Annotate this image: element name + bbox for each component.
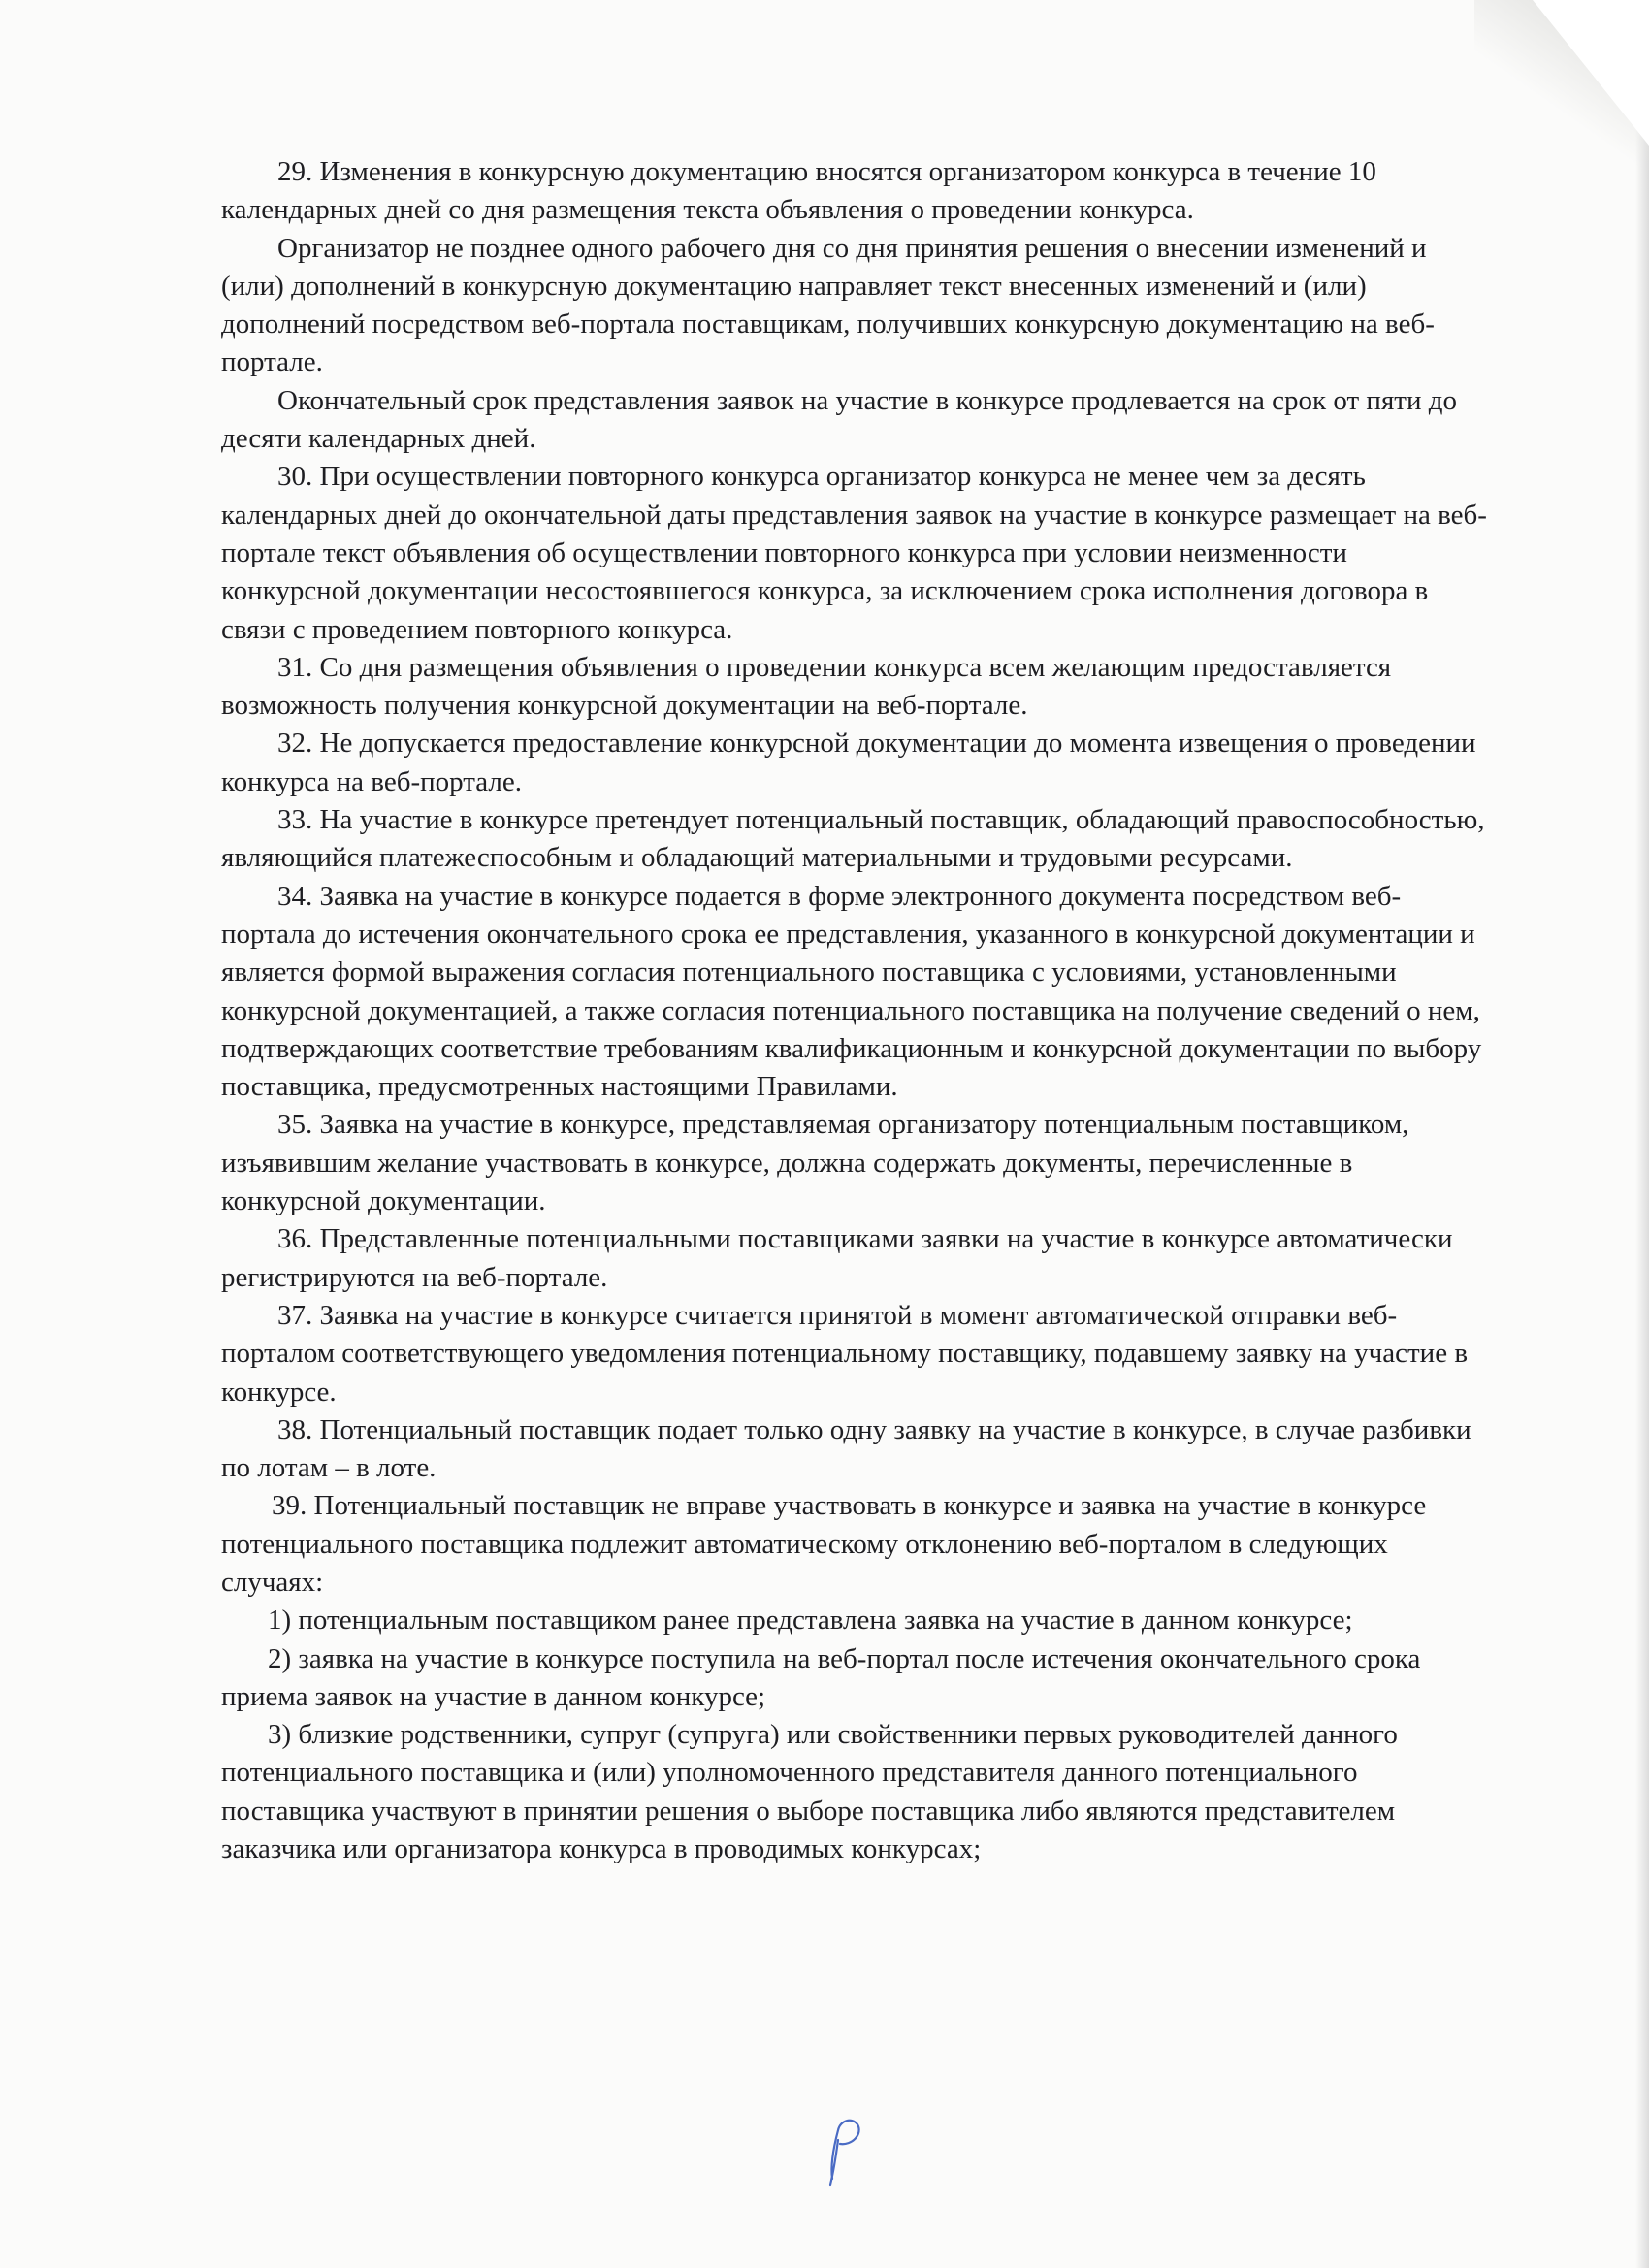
paragraph-29-amendments: Организатор не позднее одного рабочего дня со дня принятия решения о внесении изменений и (или) дополнений в конкурсную документацию направляет текст внесенных изменений и (или) дополнений посредством веб-портала поставщикам, получивших конкурсную документацию на веб-портале. <box>221 232 1435 378</box>
paragraph-31: 31. Со дня размещения объявления о проведении конкурса всем желающим предоставляется возможность получения конкурсной документации на веб-портале. <box>221 651 1392 722</box>
paragraph-35: 35. Заявка на участие в конкурсе, представляемая организатору потенциальным поставщиком, изъявившим желание участвовать в конкурсе, должна содержать документы, перечисленные в конкурсной документации. <box>221 1109 1409 1217</box>
paragraph-39-item-1: 1) потенциальным поставщиком ранее представлена заявка на участие в данном конкурсе; <box>268 1604 1353 1636</box>
paragraph-38: 38. Потенциальный поставщик подает только одну заявку на участие в конкурсе, в случае разбивки по лотам – в лоте. <box>221 1413 1471 1484</box>
handwritten-initial-signature <box>813 2111 871 2188</box>
page-edge-shadow <box>1635 0 1649 2268</box>
paragraph-39-item-3: 3) близкие родственники, супруг (супруга) или свойственники первых руководителей данного потенциального поставщика и (или) уполномоченного представителя данного потенциального поставщика участвуют в принятии решения о выборе поставщика либо являются представителем заказчика или организатора конкурса в проводимых конкурсах; <box>221 1719 1398 1865</box>
paragraph-39-item-2: 2) заявка на участие в конкурсе поступила на веб-портал после истечения окончательного срока приема заявок на участие в данном конкурсе; <box>221 1642 1421 1712</box>
paragraph-39: 39. Потенциальный поставщик не вправе участвовать в конкурсе и заявка на участие в конкурсе потенциального поставщика подлежит автоматическому отклонению веб-порталом в следующих случаях: <box>221 1490 1427 1598</box>
paragraph-37: 37. Заявка на участие в конкурсе считается принятой в момент автоматической отправки веб-порталом соответствующего уведомления потенциальному поставщику, подавшему заявку на участие в конкурсе. <box>221 1299 1469 1408</box>
paragraph-29: 29. Изменения в конкурсную документацию вносятся организатором конкурса в течение 10 календарных дней со дня размещения текста объявления о проведении конкурса. <box>221 156 1376 226</box>
paragraph-30: 30. При осуществлении повторного конкурса организатор конкурса не менее чем за десять календарных дней до окончательной даты представления заявок на участие в конкурсе размещает на веб-портале текст объявления об осуществлении повторного конкурса при условии неизменности конкурсной документации несостоявшегося конкурса, за исключением срока исполнения договора в связи с проведением повторного конкурса. <box>221 461 1487 645</box>
folded-corner <box>1533 0 1649 146</box>
paragraph-29-deadline: Окончательный срок представления заявок на участие в конкурсе продлевается на срок от пяти до десяти календарных дней. <box>221 384 1457 455</box>
paragraph-33: 33. На участие в конкурсе претендует потенциальный поставщик, обладающий правоспособностью, являющийся платежеспособным и обладающий материальными и трудовыми ресурсами. <box>221 804 1485 874</box>
paragraph-36: 36. Представленные потенциальными поставщиками заявки на участие в конкурсе автоматически регистрируются на веб-портале. <box>221 1223 1453 1293</box>
paragraph-34: 34. Заявка на участие в конкурсе подается в форме электронного документа посредством веб-портала до истечения окончательного срока ее представления, указанного в конкурсной документации и является формой выражения согласия потенциального поставщика с условиями, установленными конкурсной документацией, а также согласия потенциального поставщика на получение сведений о нем, подтверждающих соответствие требованиям квалификационным и конкурсной документации по выбору поставщика, предусмотренных настоящими Правилами. <box>221 880 1482 1103</box>
document-body <box>221 153 1492 1868</box>
paragraph-32: 32. Не допускается предоставление конкурсной документации до момента извещения о проведении конкурса на веб-портале. <box>221 728 1476 797</box>
